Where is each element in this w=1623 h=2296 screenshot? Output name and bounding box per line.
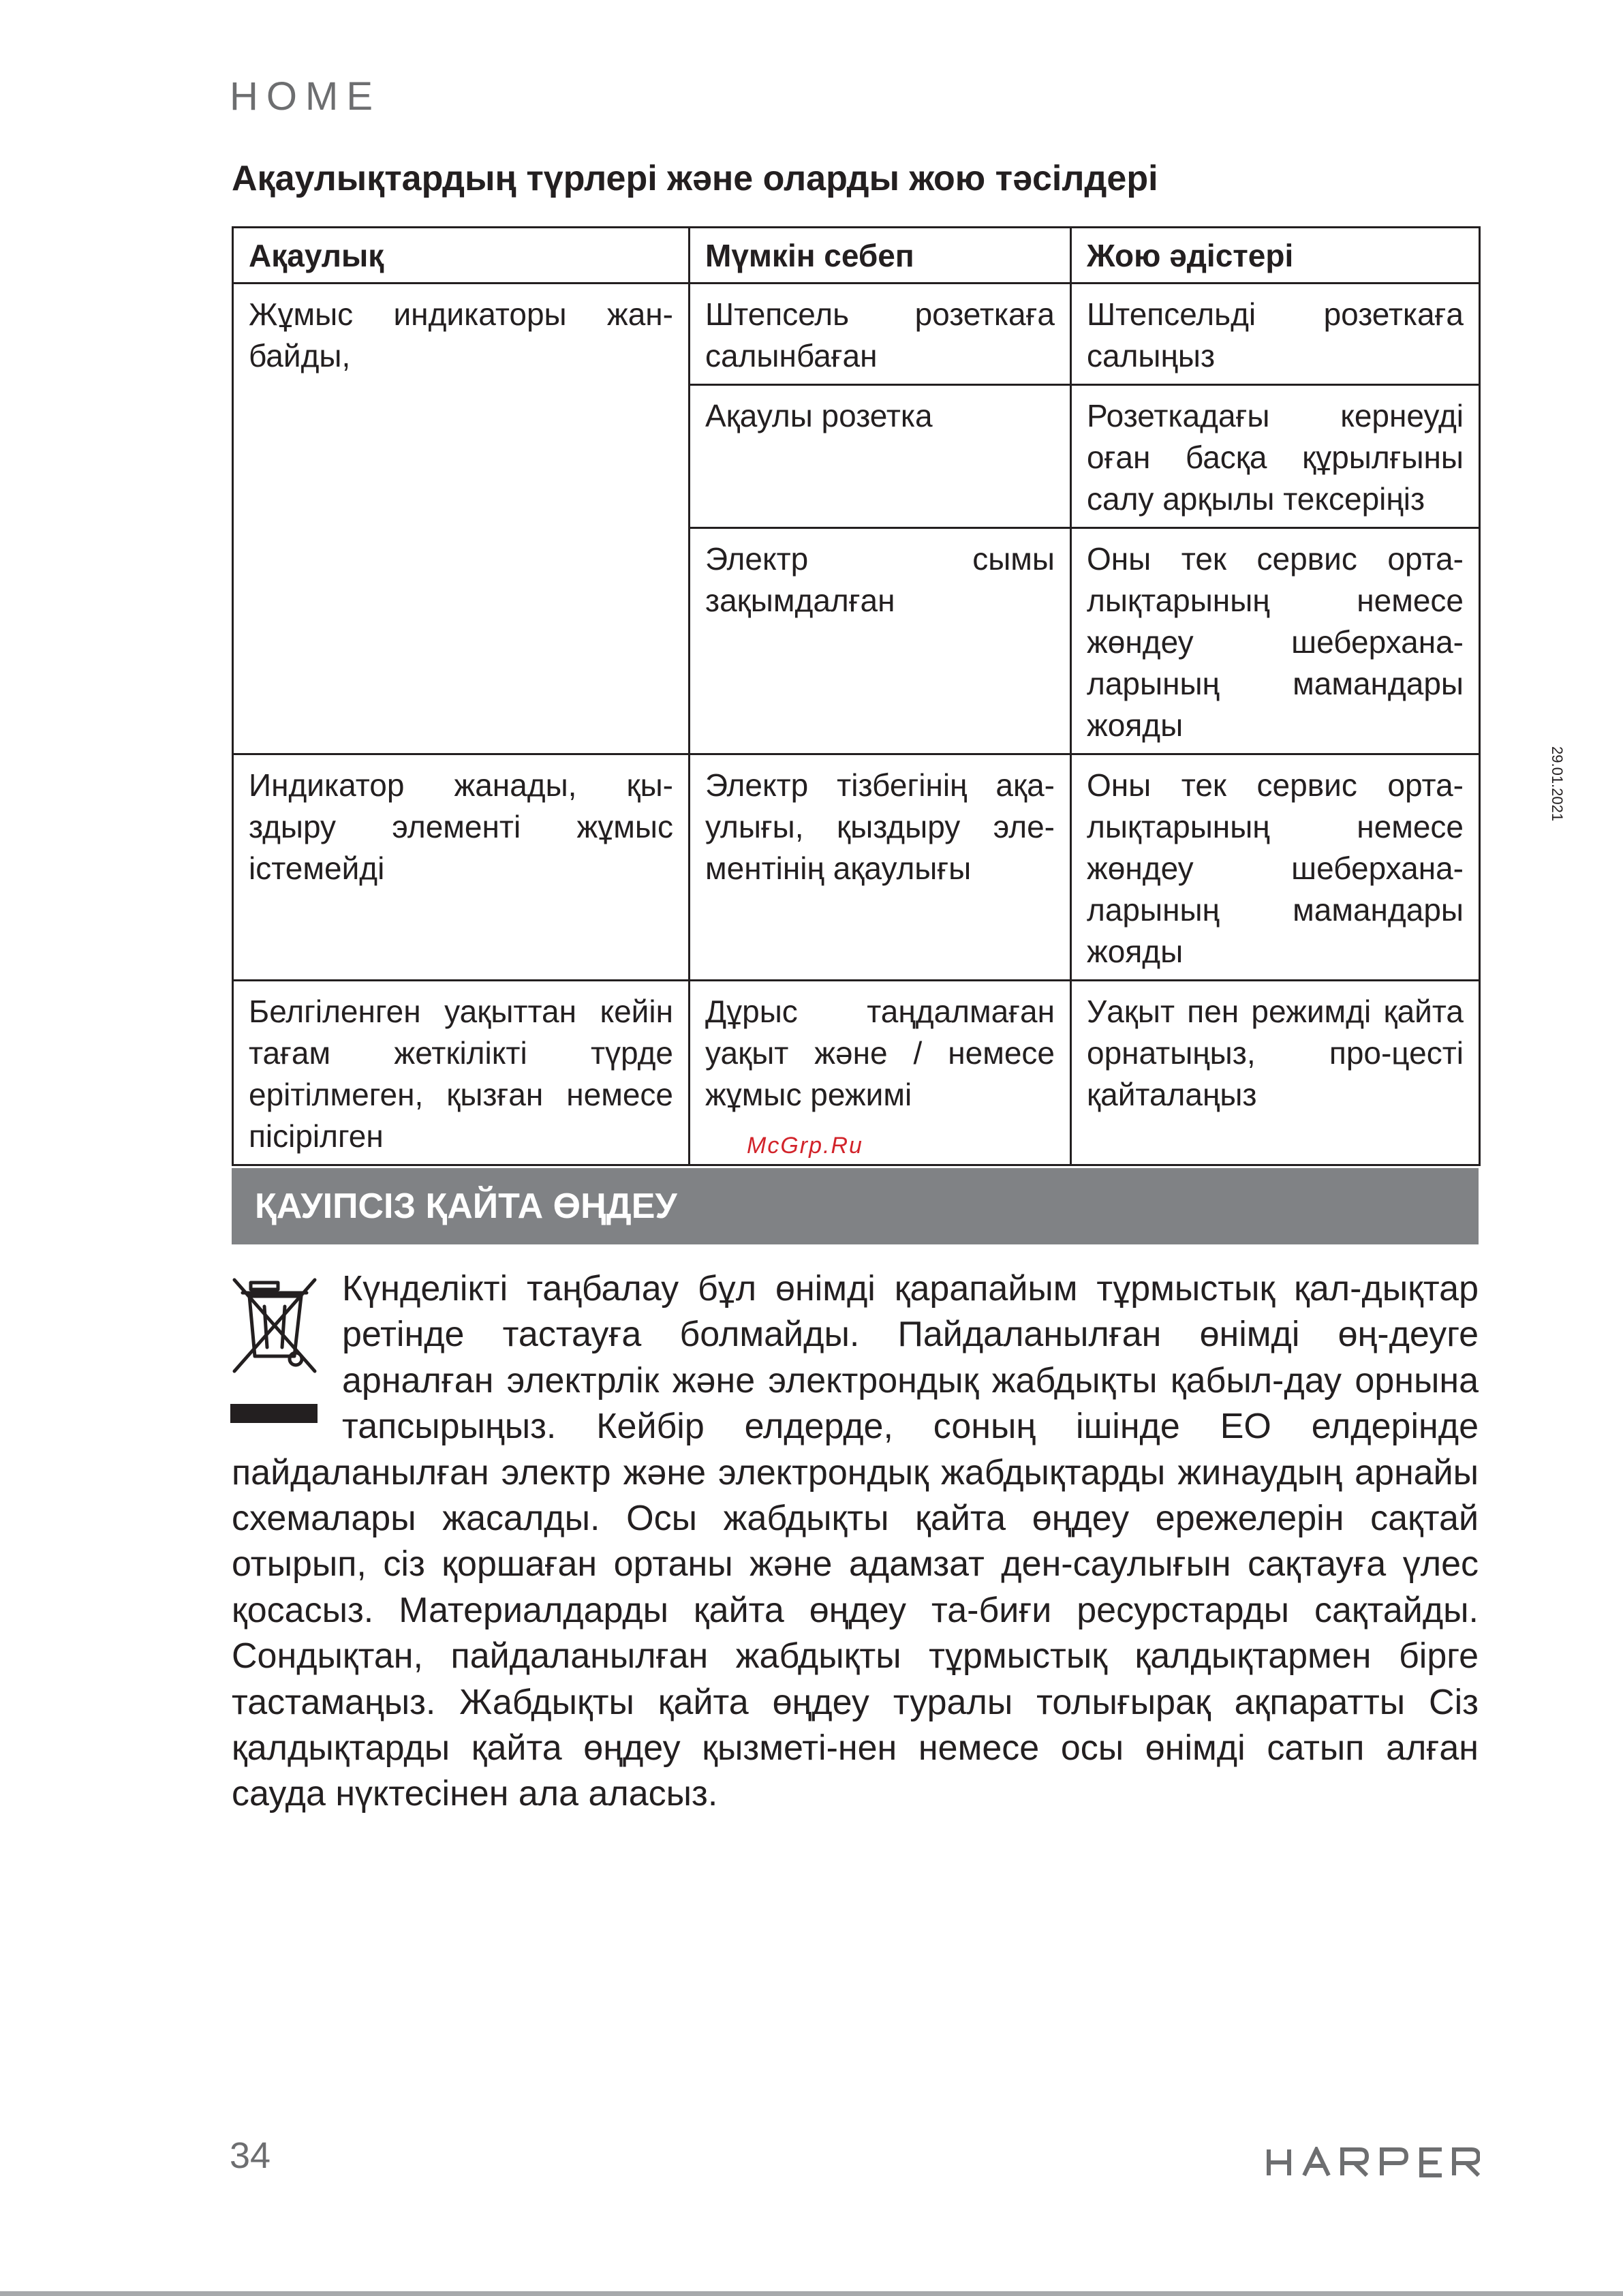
fix-cell: Оны тек сервис орта-лықтарының немесе жөндеу шеберхана-ларының мамандары жояды	[1071, 528, 1480, 754]
page-title: Ақаулықтардың түрлері және оларды жою тәсілдері	[232, 159, 1158, 198]
fault-cell: Жұмыс индикаторы жан-байды,	[233, 284, 690, 754]
section-banner: ҚАУІПСІЗ ҚАЙТА ӨҢДЕУ	[232, 1168, 1479, 1244]
harper-logo	[1266, 2147, 1480, 2178]
table-row	[233, 284, 1480, 385]
fix-cell: Уақыт пен режимді қайта орнатыңыз, про-цесті қайталаңыз	[1071, 981, 1480, 1165]
fault-cell: Индикатор жанады, қы-здыру элементі жұмыс істемейді	[233, 754, 690, 981]
icon-spacer	[232, 1266, 342, 1443]
recycling-paragraph	[232, 1266, 1479, 1818]
fault-cell: Белгіленген уақыттан кейін тағам жеткілікті түрде ерітілмеген, қызған немесе пісірілген	[233, 981, 690, 1165]
cause-cell: Дұрыс таңдалмаған уақыт және / немесе жұмыс режимі	[690, 981, 1071, 1165]
cause-cell: Штепсель розеткаға салынбаған	[690, 284, 1071, 385]
table-row	[233, 754, 1480, 981]
cause-cell: Электр сымы зақымдалған	[690, 528, 1071, 754]
side-date: 29.01.2021	[1549, 746, 1566, 822]
column-header-fault: Ақаулық	[233, 228, 690, 284]
page-number: 34	[230, 2135, 271, 2176]
recycling-text: Күнделікті таңбалау бұл өнімді қарапайым тұрмыстық қал-дықтар ретінде тастауға болмайды. Пайдаланылған өнімді өң-деуге арналған электрлік және электрондық жабдықты қабыл-дау орнына тапсырыңыз. Кейбір елдерде, соның ішінде ЕО елдерінде пайдаланылған электр және электрондық жабдықтарды жинаудың арнайы схемалары жасалды. Осы жабдықты қайта өңдеу ережелерін сақтай отырып, сіз қоршаған ортаны және адамзат ден-саулығын сақтауға үлес қосасыз. Материалдарды қайта өңдеу та-биғи ресурстарды сақтайды. Сондықтан, пайдаланылған жабдықты тұрмыстық қалдықтармен бірге тастамаңыз. Жабдықты қайта өңдеу туралы толығырақ ақпаратты Сіз қалдықтарды қайта өңдеу қызметі-нен немесе осы өнімді сатып алған сауда нүктесінен ала аласыз.	[232, 1269, 1479, 1814]
fix-cell: Розеткадағы кернеуді оған басқа құрылғыны салу арқылы тексеріңіз	[1071, 385, 1480, 528]
cause-cell: Электр тізбегінің ақа-улығы, қыздыру эле-ментінің ақаулығы	[690, 754, 1071, 981]
fix-cell: Оны тек сервис орта-лықтарының немесе жөндеу шеберхана-ларының мамандары жояды	[1071, 754, 1480, 981]
column-header-cause: Мүмкін себеп	[690, 228, 1071, 284]
table-header-row	[233, 228, 1480, 284]
bottom-rule	[0, 2291, 1623, 2296]
fix-cell: Штепсельді розеткаға салыңыз	[1071, 284, 1480, 385]
column-header-fix: Жою әдістері	[1071, 228, 1480, 284]
cause-cell: Ақаулы розетка	[690, 385, 1071, 528]
home-logo: HOME	[230, 74, 381, 119]
troubleshooting-table	[232, 226, 1481, 1166]
watermark: McGrp.Ru	[747, 1133, 863, 1159]
